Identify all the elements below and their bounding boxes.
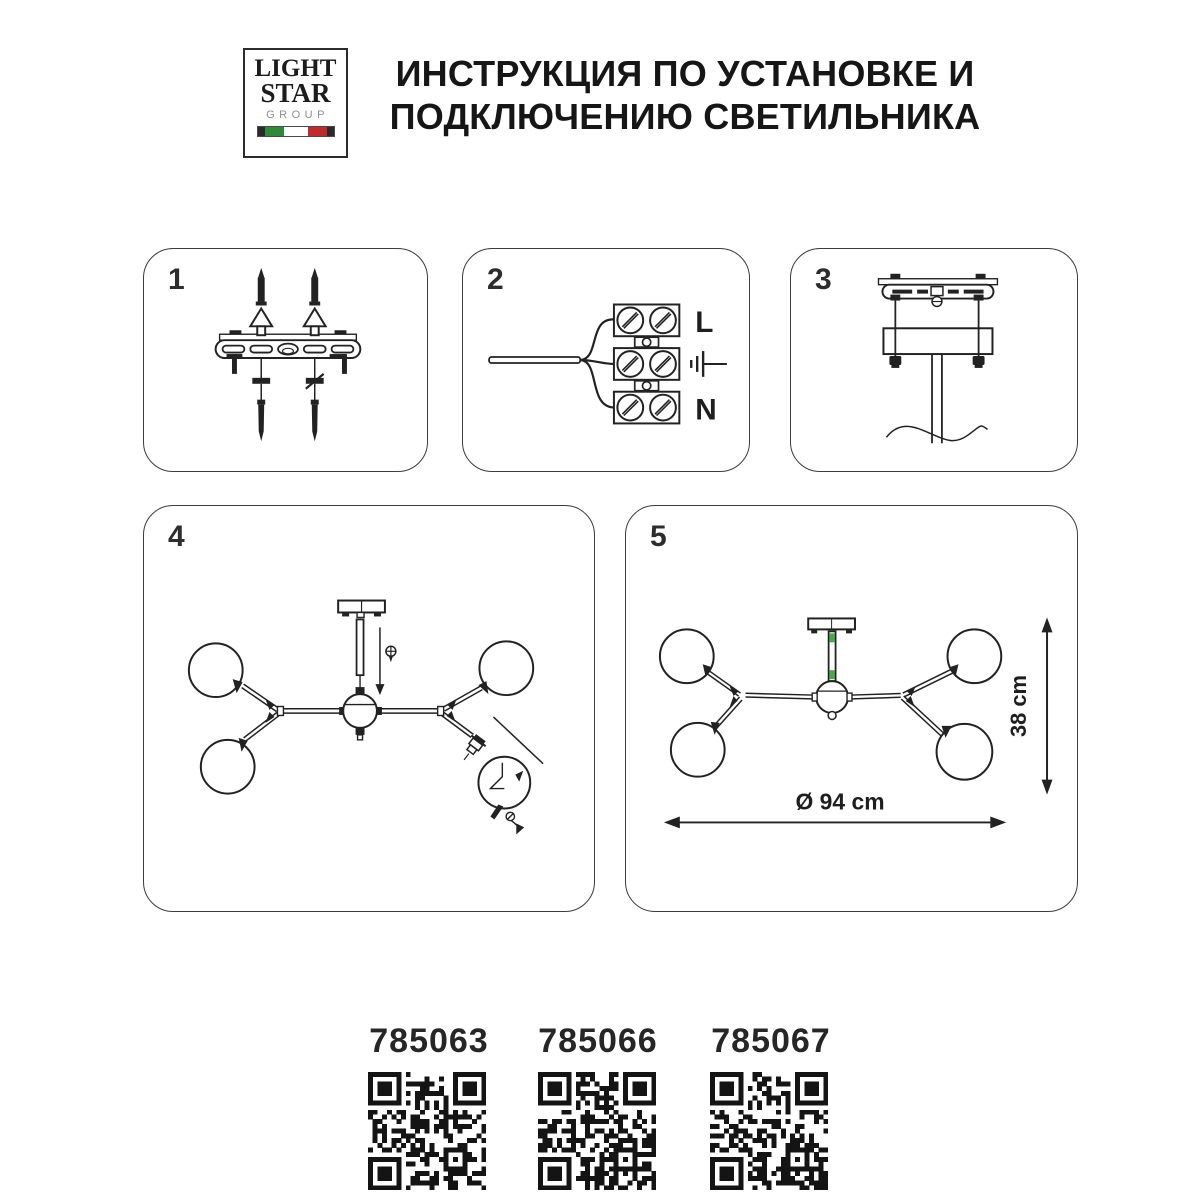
supply-cable [489,357,580,363]
ground-symbol-icon [691,351,727,377]
step-panel-1 [143,248,428,472]
qr-code-785067 [710,1072,828,1190]
right-fork-arms [440,686,482,737]
step-panel-4 [143,505,595,912]
step-number-3: 3 [815,263,832,296]
socket-detail [457,717,543,834]
glass-globe [671,723,725,777]
wires [580,319,614,407]
step-panel-5 [625,505,1078,912]
title-line-1: ИНСТРУКЦИЯ ПО УСТАНОВКЕ И [395,53,975,94]
screw-icon [386,646,396,662]
glass-globe [479,641,533,695]
logo-word-star: STAR [260,77,331,108]
step-number-5: 5 [650,520,667,553]
left-fork-arms [708,671,742,729]
glass-globe [189,643,243,697]
page-title [383,52,987,138]
chandelier-assembly-diagram [144,506,594,911]
stem-highlight-top [830,633,835,642]
down-rod [886,354,987,443]
step-panel-3 [790,248,1078,472]
product-code-2: 785066 [538,1022,658,1060]
mounting-bracket-diagram [144,249,427,471]
stem-highlight-bottom [830,670,835,679]
logo-word-light: LIGHT [254,55,337,82]
left-fork-arms [242,684,280,741]
qr-code-785066 [538,1072,656,1190]
central-hub [816,681,848,713]
canopy-plate [883,328,992,354]
cap-nuts [889,356,984,368]
step-panel-2 [462,248,750,472]
step-number-1: 1 [168,263,185,296]
chandelier-dimensions-diagram [626,506,1077,911]
diameter-dimension-arrow [664,816,1006,828]
insert-direction-arrow [375,627,384,695]
qr-code-785063 [368,1072,486,1190]
glass-globe-detail [478,757,530,809]
height-dimension-arrow [1042,617,1053,794]
label-neutral: N [695,393,717,427]
step-number-2: 2 [487,263,504,296]
product-code-1: 785063 [369,1022,489,1060]
lightstar-logo [243,48,348,158]
italian-flag-bar [257,126,335,137]
terminal-block [614,305,679,424]
label-live: L [695,306,714,340]
wiring-diagram [463,249,749,471]
step-number-4: 4 [168,520,185,553]
product-code-3: 785067 [711,1022,831,1060]
stem-rod [357,619,364,675]
glass-globe [201,740,255,794]
break-line [886,426,987,441]
logo-word-group: GROUP [266,109,329,122]
title-line-2: ПОДКЛЮЧЕНИЮ СВЕТИЛЬНИКА [389,96,981,137]
diameter-dimension-label: Ø 94 cm [795,788,885,815]
central-hub [343,694,377,728]
canopy-mounting-diagram [791,249,1077,471]
height-dimension-label: 38 cm [1006,674,1032,738]
